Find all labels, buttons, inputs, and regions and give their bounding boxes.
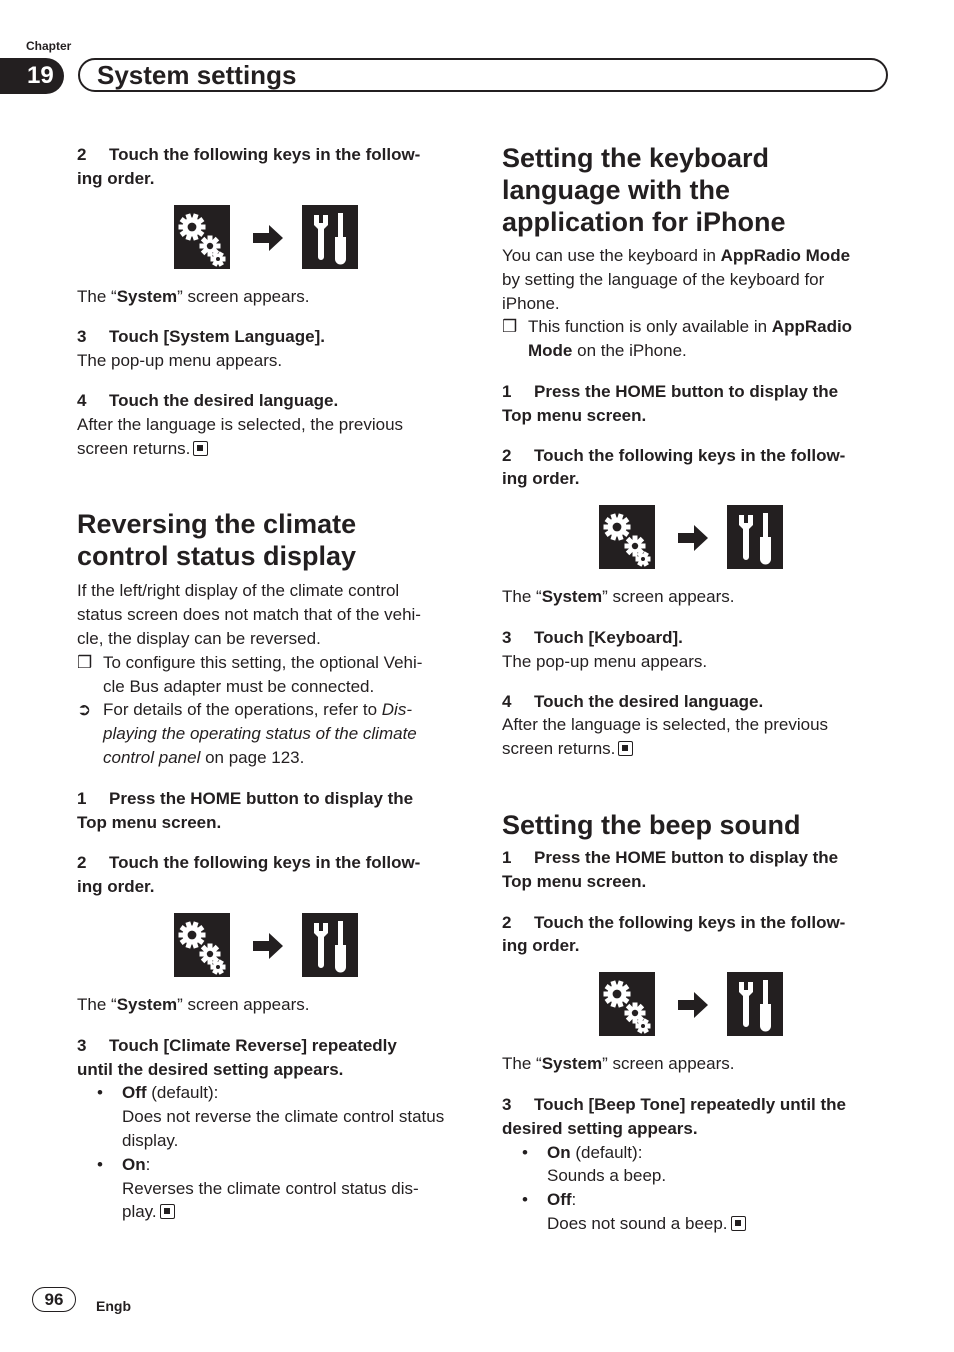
step-heading: 2 Touch the following keys in the follow- ing order. bbox=[77, 145, 421, 188]
key-sequence bbox=[502, 972, 887, 1038]
step-heading: 3 Touch [System Language]. bbox=[77, 327, 325, 347]
reference-note: ➲ For details of the operations, refer to Dis- playing the operating status of the climate control panel on page 123. bbox=[77, 700, 417, 767]
right-arrow-icon bbox=[676, 525, 710, 551]
body-text: You can use the keyboard in AppRadio Mode by setting the language of the keyboard for iPhone. bbox=[502, 246, 851, 313]
right-column bbox=[502, 142, 887, 1236]
page-number: 96 bbox=[32, 1287, 76, 1312]
key-sequence bbox=[77, 205, 462, 271]
section-heading: Reversing the climate control status display bbox=[77, 509, 357, 572]
note: ❒ To configure this setting, the optional Vehi- cle Bus adapter must be connected. bbox=[77, 652, 423, 696]
body-text: After the language is selected, the previous screen returns. bbox=[502, 715, 829, 759]
chapter-number: 19 bbox=[0, 58, 64, 94]
chapter-title: System settings bbox=[97, 60, 297, 90]
body-text: The pop-up menu appears. bbox=[502, 651, 708, 671]
body-text: The “System” screen appears. bbox=[77, 994, 310, 1014]
step-heading: 4 Touch the desired language. bbox=[502, 691, 764, 711]
section-heading: Setting the keyboard language with the application for iPhone bbox=[502, 143, 786, 237]
language-code: Engb bbox=[96, 1298, 131, 1314]
body-text: The “System” screen appears. bbox=[77, 286, 310, 306]
step-heading: 2 Touch the following keys in the follow- ing order. bbox=[502, 445, 846, 489]
left-column bbox=[77, 143, 462, 1224]
wrench-screwdriver-icon bbox=[727, 505, 783, 569]
gears-icon bbox=[174, 205, 230, 269]
gears-icon bbox=[599, 972, 655, 1036]
chapter-label: Chapter bbox=[26, 39, 72, 53]
body-text: After the language is selected, the previous screen returns. bbox=[77, 414, 404, 458]
right-arrow-icon bbox=[251, 933, 285, 959]
section-heading: Setting the beep sound bbox=[502, 809, 801, 840]
end-mark-icon bbox=[193, 441, 208, 456]
checkbox-mark-icon: ❒ bbox=[502, 317, 518, 337]
option-item: • Off (default): Does not reverse the climate control status display. bbox=[97, 1083, 445, 1150]
body-text: If the left/right display of the climate control status screen does not match that of the vehi- cle, the display can be reversed. bbox=[77, 581, 421, 648]
option-item: • On: Reverses the climate control status dis- play. bbox=[97, 1154, 419, 1222]
key-sequence bbox=[502, 505, 887, 571]
gears-icon bbox=[599, 505, 655, 569]
right-arrow-icon bbox=[676, 992, 710, 1018]
step-heading: 3 Touch [Beep Tone] repeatedly until the desired setting appears. bbox=[502, 1094, 847, 1138]
step-heading: 2 Touch the following keys in the follow- ing order. bbox=[502, 912, 846, 956]
body-text: The “System” screen appears. bbox=[502, 1054, 735, 1074]
option-item: • On (default): Sounds a beep. bbox=[522, 1142, 667, 1186]
wrench-screwdriver-icon bbox=[302, 205, 358, 269]
body-text: The pop-up menu appears. bbox=[77, 351, 283, 371]
body-text: The “System” screen appears. bbox=[502, 587, 735, 607]
step-heading: 1 Press the HOME button to display the Top menu screen. bbox=[502, 381, 839, 425]
end-mark-icon bbox=[160, 1204, 175, 1219]
wrench-screwdriver-icon bbox=[302, 913, 358, 977]
note: ❒ This function is only available in AppRadio Mode on the iPhone. bbox=[502, 317, 853, 361]
step-heading: 3 Touch [Keyboard]. bbox=[502, 627, 683, 647]
step-heading: 3 Touch [Climate Reverse] repeatedly until the desired setting appears. bbox=[77, 1035, 397, 1079]
step-heading: 2 Touch the following keys in the follow- ing order. bbox=[77, 853, 421, 897]
reference-arrow-icon: ➲ bbox=[77, 700, 92, 720]
checkbox-mark-icon: ❒ bbox=[77, 652, 93, 672]
end-mark-icon bbox=[618, 741, 633, 756]
step-heading: 1 Press the HOME button to display the Top menu screen. bbox=[77, 788, 414, 832]
gears-icon bbox=[174, 913, 230, 977]
step-heading: 4 Touch the desired language. bbox=[77, 390, 339, 410]
key-sequence bbox=[77, 913, 462, 979]
right-arrow-icon bbox=[251, 225, 285, 251]
option-item: • Off: Does not sound a beep. bbox=[502, 1188, 887, 1236]
wrench-screwdriver-icon bbox=[727, 972, 783, 1036]
end-mark-icon bbox=[731, 1216, 746, 1231]
step-heading: 1 Press the HOME button to display the Top menu screen. bbox=[502, 847, 839, 891]
